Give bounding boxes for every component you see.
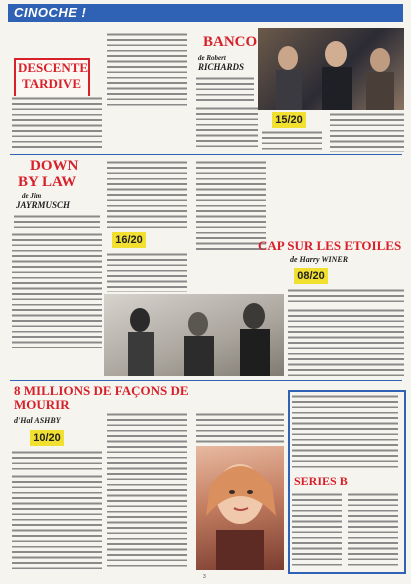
banco-photo [258,28,404,110]
banco-title: BANCO [203,34,258,50]
section-divider-2 [10,380,402,381]
series-b-title: SERIES B [294,474,348,488]
huit-title-line2: MOURIR [14,397,70,412]
down-byline-name: JAYRMUSCH [16,200,71,210]
cap-byline: de Harry WINER [290,255,349,264]
section-divider [10,154,402,155]
down-title-line2: BY LAW [18,174,77,190]
cap-credits [288,288,404,306]
down-photo-scene [104,294,284,376]
huit-title-line1: 8 MILLIONS DE FAÇONS DE [14,383,189,398]
huit-body-col1 [12,474,102,570]
down-body-col2 [107,160,187,230]
descente-body-col2 [107,32,187,106]
down-photo [104,294,284,376]
descente-title-line1: DESCENTE [18,60,89,75]
series-b-col2 [348,492,398,568]
banco-body-col2 [262,130,322,152]
series-b-intro [292,394,398,468]
huit-photo-scene [196,446,284,570]
banco-credits [196,76,254,102]
huit-body-col2 [107,412,187,570]
cap-title: CAP SUR LES ETOILES [258,238,402,253]
down-body-col3 [196,160,266,252]
down-body-col1 [12,232,102,348]
huit-byline: d'Hal ASHBY [14,416,61,425]
banco-score-badge: 15/20 [272,112,306,128]
descente-title-line2: TARDIVE [22,76,81,91]
magazine-title: CINOCHE ! [14,5,87,20]
huit-score-badge: 10/20 [30,430,64,446]
banco-byline-prefix: de Robert [198,54,226,62]
down-body-col2b [107,252,187,292]
banco-photo-scene [258,28,404,110]
cap-body [288,308,404,380]
descente-body-col1 [12,96,102,148]
huit-photo [196,446,284,570]
banco-byline-name: RICHARDS [198,62,245,72]
page-number: 3 [203,574,206,580]
huit-credits [12,450,102,472]
down-credits [14,214,100,230]
down-byline-prefix: de Jim [22,192,42,200]
banco-body-col3 [330,112,404,152]
banco-body-col1 [196,106,258,148]
down-score-badge: 16/20 [112,232,146,248]
down-title-line1: DOWN [30,158,79,174]
huit-body-col3 [196,412,284,444]
series-b-col1 [292,492,342,568]
cap-score-badge: 08/20 [294,268,328,284]
